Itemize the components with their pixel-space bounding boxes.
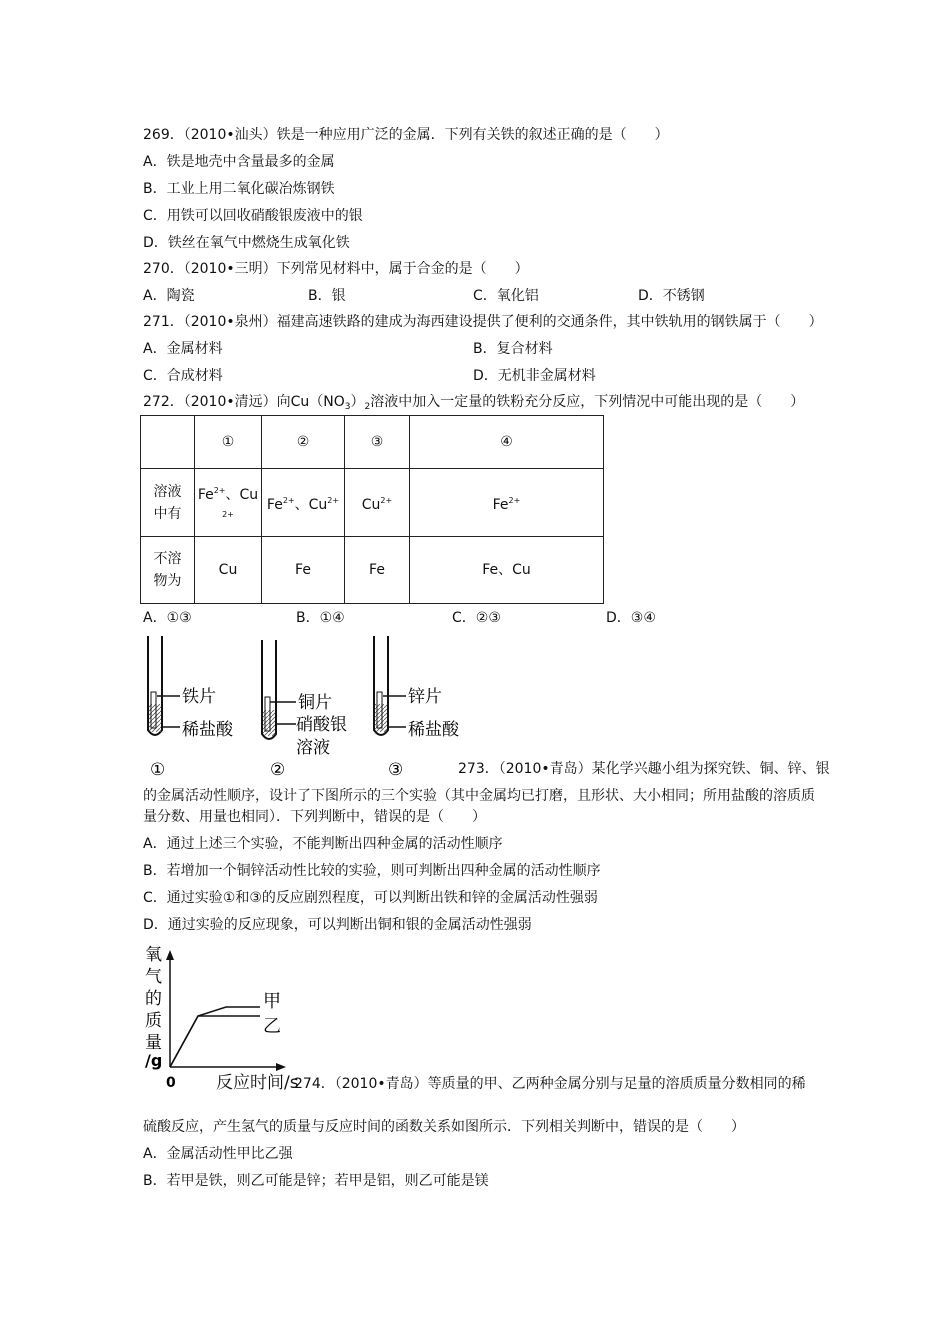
tube-1-label-metal: 铁片 — [182, 687, 216, 707]
tube-1-number: ① — [150, 760, 166, 780]
q271-option-a: A．金属材料 — [143, 341, 223, 357]
tube-2-number: ② — [270, 760, 286, 780]
series-label-yi: 乙 — [263, 1016, 281, 1037]
test-tube-3 — [374, 636, 460, 780]
q269-option-a: A．铁是地壳中含量最多的金属 — [143, 154, 335, 170]
table-corner-cell — [141, 416, 195, 469]
q273-option-c: C．通过实验①和③的反应剧烈程度，可以判断出铁和锌的金属活动性强弱 — [143, 890, 598, 906]
q272-option-d: D．③④ — [606, 610, 656, 626]
q272-stem: 272．（2010•清远）向$Cu(NO_3)_2$溶液中加入一定量的铁粉充分反应，下列情况中可能出现的是（ ） — [143, 394, 805, 412]
q273-stem-line1: 273．（2010•青岛）某化学兴趣小组为探究铁、铜、锌、银 — [458, 761, 830, 777]
q273-stem-line3: 量分数、用量也相同）．下列判断中，错误的是（ ） — [143, 809, 486, 825]
svg-text:氧: 氧 — [145, 945, 162, 965]
q269-option-d: D．铁丝在氧气中燃烧生成氧化铁 — [143, 235, 350, 251]
row-label-insoluble: 不溶 物为 — [141, 537, 195, 604]
cell-insoluble-2: Fe — [262, 537, 345, 604]
test-tubes-figure — [140, 632, 480, 782]
q272-table — [140, 415, 604, 604]
cell-insoluble-1: Cu — [195, 537, 262, 604]
x-axis-arrow — [276, 1063, 286, 1071]
cell-solution-2: $Fe^{2+}$、$Cu^{2+}$ — [262, 469, 345, 537]
tube-2-label-metal: 铜片 — [298, 693, 332, 713]
q274-stem-line1: 274．（2010•青岛）等质量的甲、乙两种金属分别与足量的溶质质量分数相同的稀 — [294, 1076, 806, 1092]
q271-stem: 271．（2010•泉州）福建高速铁路的建成为海西建设提供了便利的交通条件，其中铁轨用的钢铁属于（ ） — [143, 314, 823, 330]
q271-option-c: C．合成材料 — [143, 368, 223, 384]
table-header-4: ④ — [410, 416, 604, 469]
svg-text:/g: /g — [145, 1051, 163, 1070]
cell-solution-4: $Fe^{2+}$ — [410, 469, 604, 537]
q269-stem: 269．（2010•汕头）铁是一种应用广泛的金属．下列有关铁的叙述正确的是（ ） — [143, 127, 669, 143]
q272-option-c: C．②③ — [452, 610, 501, 626]
cell-insoluble-4: Fe、Cu — [410, 537, 604, 604]
test-tube-1 — [148, 636, 234, 780]
q273-stem-line2: 的金属活动性顺序，设计了下图所示的三个实验（其中金属均已打磨，且形状、大小相同；所用盐酸的溶质质 — [143, 788, 815, 804]
q271-option-d: D．无机非金属材料 — [473, 368, 596, 384]
tube-2-label-solution-2: 溶液 — [296, 738, 330, 758]
q269-option-c: C．用铁可以回收硝酸银废液中的银 — [143, 208, 363, 224]
table-header-row — [141, 416, 604, 469]
tube-3-label-solution: 稀盐酸 — [408, 720, 459, 740]
table-row — [141, 469, 604, 537]
q272-option-a: A．①③ — [143, 610, 192, 626]
q274-option-a: A．金属活动性甲比乙强 — [143, 1146, 293, 1162]
table-row — [141, 537, 604, 604]
y-axis-label — [145, 945, 162, 1070]
table-header-2: ② — [262, 416, 345, 469]
svg-text:的: 的 — [145, 989, 162, 1009]
tube-1-label-solution: 稀盐酸 — [182, 720, 233, 740]
q270-option-b: B．银 — [308, 288, 346, 304]
svg-text:量: 量 — [145, 1033, 162, 1053]
svg-text:质: 质 — [145, 1011, 162, 1031]
tube-2-label-solution: 硝酸银 — [296, 715, 347, 735]
svg-text:气: 气 — [145, 967, 162, 987]
q274-option-b: B．若甲是铁，则乙可能是锌；若甲是铝，则乙可能是镁 — [143, 1173, 489, 1189]
q269-option-b: B．工业上用二氧化碳冶炼钢铁 — [143, 181, 335, 197]
q272-option-b: B．①④ — [296, 610, 345, 626]
row-label-solution: 溶液 中有 — [141, 469, 195, 537]
tube-3-number: ③ — [388, 760, 404, 780]
q273-option-d: D．通过实验的反应现象，可以判断出铜和银的金属活动性强弱 — [143, 917, 532, 933]
q271-option-b: B．复合材料 — [473, 341, 553, 357]
y-axis-arrow — [166, 950, 174, 960]
q273-option-b: B．若增加一个铜锌活动性比较的实验，则可判断出四种金属的活动性顺序 — [143, 863, 601, 879]
q273-option-a: A．通过上述三个实验，不能判断出四种金属的活动性顺序 — [143, 836, 503, 852]
cell-solution-1: $Fe^{2+}$、Cu 2+ — [195, 469, 262, 537]
tube-3-label-metal: 锌片 — [408, 687, 442, 707]
cell-insoluble-3: Fe — [345, 537, 410, 604]
table-header-3: ③ — [345, 416, 410, 469]
q270-stem: 270．（2010•三明）下列常见材料中，属于合金的是（ ） — [143, 261, 529, 277]
cell-solution-3: $Cu^{2+}$ — [345, 469, 410, 537]
q270-option-c: C．氧化铝 — [473, 288, 539, 304]
table-header-1: ① — [195, 416, 262, 469]
chart-series — [170, 1007, 260, 1067]
series-label-jia: 甲 — [263, 991, 281, 1012]
series-line-yi — [170, 1016, 260, 1067]
q270-option-a: A．陶瓷 — [143, 288, 195, 304]
x-axis-label: 反应时间/s — [216, 1073, 299, 1093]
q270-option-d: D．不锈钢 — [638, 288, 705, 304]
origin-label: 0 — [166, 1075, 176, 1091]
test-tube-2 — [262, 640, 347, 780]
q274-stem-line2: 硫酸反应，产生氢气的质量与反应时间的函数关系如图所示．下列相关判断中，错误的是（ ） — [143, 1119, 745, 1135]
